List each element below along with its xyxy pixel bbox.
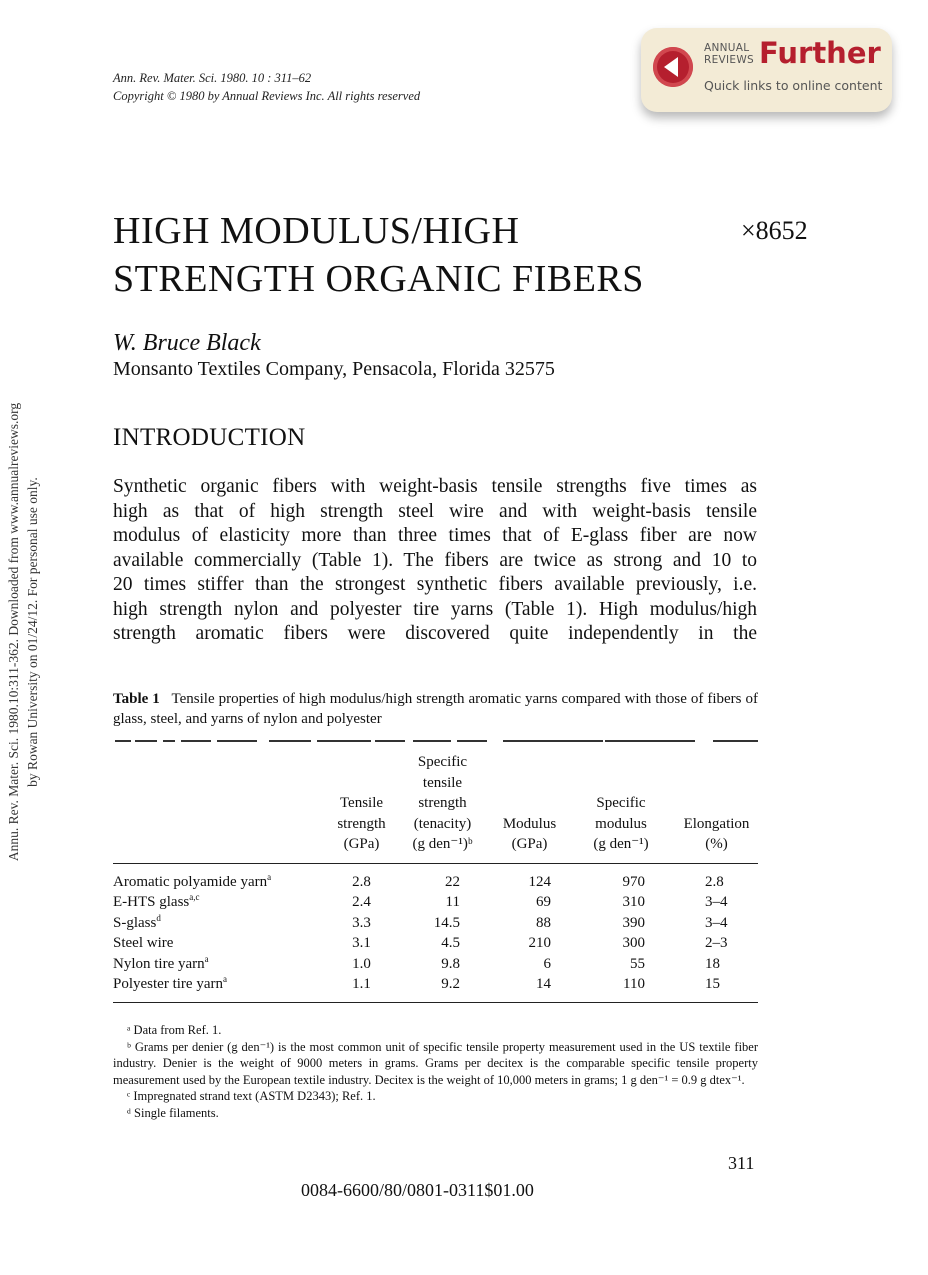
header-specific-modulus: Specific modulus (g den⁻¹)	[567, 752, 675, 863]
table-row	[113, 933, 758, 954]
play-arrow-left-icon[interactable]	[653, 47, 693, 87]
cell-tenacity: 9.2	[393, 974, 492, 1002]
cell-elongation: 2.8	[705, 873, 724, 890]
table-footnotes	[113, 1022, 758, 1121]
copyright-line: Copyright © 1980 by Annual Reviews Inc. All rights reserved	[113, 89, 421, 103]
table-row	[113, 974, 758, 1002]
table-row	[113, 863, 758, 892]
cell-strength: 2.8	[352, 873, 371, 890]
further-word[interactable]: Further	[759, 36, 881, 70]
annual-reviews-label	[704, 42, 754, 66]
material-name: Steel wire	[113, 935, 174, 951]
cell-tenacity: 22	[445, 873, 460, 890]
cell-strength: 3.1	[352, 935, 371, 951]
table-top-rule	[113, 737, 758, 745]
cell-modulus: 69	[536, 894, 551, 910]
header-material	[113, 752, 330, 863]
cell-elongation: 2–3	[705, 935, 728, 951]
annual-label: ANNUAL	[704, 42, 750, 54]
cell-elongation: 18	[705, 955, 720, 972]
journal-header	[113, 69, 420, 105]
intro-line: Synthetic organic fibers with weight-basis tensile strengths five times as	[113, 476, 757, 497]
article-code: ×8652	[741, 216, 808, 245]
cell-modulus: 14	[492, 974, 567, 1002]
title-line-2: STRENGTH ORGANIC FIBERS	[113, 258, 644, 300]
tensile-properties-table	[113, 752, 758, 1003]
intro-line: available commercially (Table 1). The fibers are twice as strong and 10 to	[113, 549, 757, 571]
cell-modulus: 124	[528, 873, 551, 890]
cell-specific-modulus: 310	[622, 894, 645, 910]
cell-specific-modulus: 110	[567, 974, 675, 1002]
cell-tenacity: 11	[445, 894, 460, 910]
author-name: W. Bruce Black	[113, 330, 261, 356]
cell-specific-modulus: 970	[622, 873, 645, 890]
intro-line: strength aromatic fibers were discovered quite independently in the	[113, 623, 757, 644]
page-number: 311	[728, 1153, 755, 1173]
material-name: Polyester tire yarn$^a$	[113, 974, 330, 1002]
table-header-row	[113, 752, 758, 863]
header-modulus: Modulus (GPa)	[492, 752, 567, 863]
footnote-c: ᶜ Impregnated strand text (ASTM D2343); Ref. 1.	[127, 1089, 376, 1103]
title-line-1: HIGH MODULUS/HIGH	[113, 210, 520, 252]
footnote-a: ᵃ Data from Ref. 1.	[127, 1023, 222, 1037]
material-name: S-glass$^d$	[113, 912, 161, 931]
intro-line: 20 times stiffer than the strongest synthetic fibers available previously, i.e.	[113, 574, 757, 595]
cell-strength: 2.4	[352, 894, 371, 910]
table-label: Table 1	[113, 691, 160, 707]
cell-modulus: 6	[543, 955, 551, 972]
intro-line: modulus of elasticity more than three times that of E-glass fiber are now	[113, 525, 757, 546]
cell-tenacity: 14.5	[433, 914, 460, 931]
footnote-b: ᵇ Grams per denier (g den⁻¹) is the most common unit of specific tensile property measurement used in the US textile fiber industry. Denier is the weight of 9000 meters in grams. Grams per decitex is the comparable specific tensile property measurement used by the European textile industry. Decitex is the weight of 10,000 meters in grams; 1 g den⁻¹ = 0.9 g dtex⁻¹.	[113, 1039, 758, 1087]
cell-elongation: 15	[675, 974, 758, 1002]
cell-tenacity: 4.5	[441, 935, 460, 951]
cell-specific-modulus: 55	[630, 955, 645, 972]
further-tagline[interactable]: Quick links to online content	[704, 78, 883, 93]
header-tensile-strength: Tensile strength (GPa)	[330, 752, 393, 863]
issn-line: 0084-6600/80/0801-0311$01.00	[301, 1180, 534, 1200]
intro-paragraph	[113, 475, 757, 647]
cell-tenacity: 9.8	[441, 955, 460, 972]
cell-specific-modulus: 300	[622, 935, 645, 951]
cell-strength: 1.0	[352, 955, 371, 972]
footnote-d: ᵈ Single filaments.	[127, 1105, 219, 1120]
cell-elongation: 3–4	[705, 914, 728, 931]
table-caption	[113, 689, 758, 729]
side-download-notice	[0, 0, 40, 862]
material-name: E-HTS glass$^{a,c}$	[113, 892, 200, 910]
material-name: Aromatic polyamide yarn$^a$	[113, 871, 272, 890]
cell-modulus: 88	[536, 914, 551, 931]
cell-strength: 3.3	[352, 914, 371, 931]
table-row	[113, 913, 758, 934]
journal-citation: Ann. Rev. Mater. Sci. 1980. 10 : 311–62	[113, 71, 312, 85]
table-caption-text: Tensile properties of high modulus/high strength aromatic yarns compared with those of fibers of glass, steel, and yarns of nylon and polyester	[113, 691, 759, 727]
reviews-label: REVIEWS	[704, 54, 754, 66]
header-specific-tensile-strength: Specific tensile strength (tenacity) (g den⁻¹)ᵇ	[393, 752, 492, 863]
further-badge[interactable]	[641, 28, 892, 112]
material-name: Nylon tire yarn$^a$	[113, 953, 209, 972]
cell-specific-modulus: 390	[622, 914, 645, 931]
section-heading: INTRODUCTION	[113, 424, 306, 451]
table-row	[113, 954, 758, 975]
side-notice-line1: Annu. Rev. Mater. Sci. 1980.10:311-362. Downloaded from www.annualreviews.org	[6, 402, 21, 862]
cell-modulus: 210	[528, 935, 551, 951]
table-row	[113, 892, 758, 913]
author-affiliation: Monsanto Textiles Company, Pensacola, Florida 32575	[113, 358, 555, 380]
header-elongation: Elongation (%)	[675, 752, 758, 863]
cell-strength: 1.1	[330, 974, 393, 1002]
cell-elongation: 3–4	[705, 894, 728, 910]
side-notice-line2: by Rowan University on 01/24/12. For personal use only.	[25, 477, 40, 787]
intro-line: high strength nylon and polyester tire yarns (Table 1). High modulus/high	[113, 598, 757, 620]
intro-line: high as that of high strength steel wire and with weight-basis tensile	[113, 500, 757, 522]
article-title	[113, 207, 644, 303]
